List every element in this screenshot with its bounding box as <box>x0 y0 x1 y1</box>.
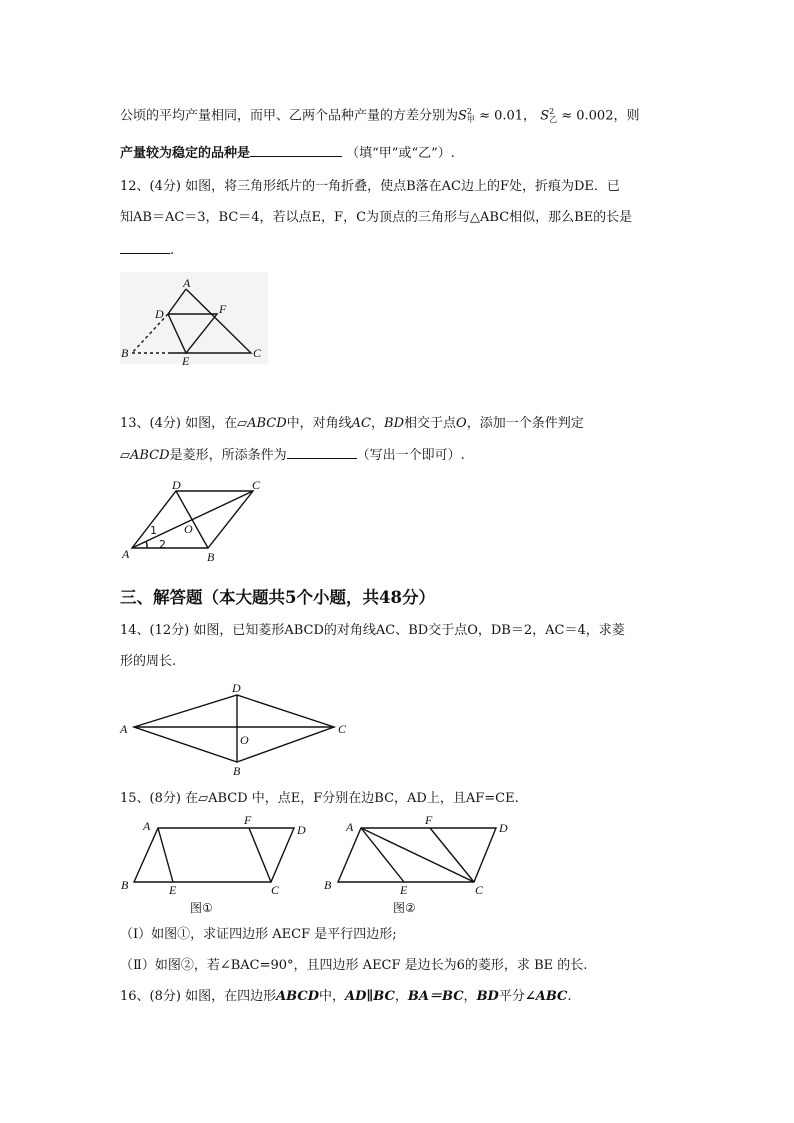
fig12-label-a: A <box>183 276 191 290</box>
variance-line: 公顷的平均产量相同，而甲、乙两个品种产量的方差分别为S2 甲 ≈ 0.01， S2 乙 ≈ 0.002，则 <box>120 107 640 124</box>
q15-line1: 15、(8分) 在▱ABCD 中，点E，F分别在边BC，AD上，且AF=CE. <box>120 791 519 806</box>
fig12-label-f: F <box>219 302 227 316</box>
fig14-label-b: B <box>233 764 241 778</box>
fig15b-caption: 图② <box>393 901 416 915</box>
q12-line1: 12、(4分) 如图，将三角形纸片的一角折叠，使点B落在AC边上的F处，折痕为DE．已 <box>120 179 620 194</box>
fig12-label-c: C <box>253 346 262 360</box>
fig13-label-c: C <box>252 478 261 492</box>
q12-line2: 知AB＝AC＝3，BC＝4，若以点E，F，C为顶点的三角形与△ABC相似，那么BE的长是 <box>120 210 633 225</box>
fig15b-label-b: B <box>324 878 332 892</box>
fig12-label-e: E <box>182 354 190 368</box>
fig15a-label-e: E <box>169 883 177 897</box>
fig15b-segment-ae <box>361 828 404 882</box>
fig14-label-a: A <box>120 722 128 736</box>
fig15b-segment-fc <box>430 828 474 882</box>
figure-q14 <box>134 695 334 762</box>
s-symbol: S <box>458 108 467 124</box>
stable-variety-line: 产量较为稳定的品种是 （填“甲”或“乙”）. <box>120 146 455 161</box>
fig13-label-b: B <box>207 550 215 564</box>
fig12-label-d: D <box>155 307 164 321</box>
q13-line1: 13、(4分) 如图，在▱ABCD中，对角线AC，BD相交于点O，添加一个条件判定 <box>120 416 584 431</box>
fig13-label-d: D <box>172 478 181 492</box>
fig15a-label-c: C <box>271 883 280 897</box>
figure-q13 <box>132 491 253 548</box>
fig13-angle-arc <box>146 541 147 548</box>
q13-line2: ▱ABCD是菱形，所添条件为 （写出一个即可）. <box>120 448 465 463</box>
parallelogram-symbol: ▱ <box>237 416 248 431</box>
figure-q15-2 <box>338 828 496 882</box>
fig15a-label-d: D <box>297 823 306 837</box>
fig13-label-o: O <box>184 522 193 536</box>
fig15a-label-b: B <box>121 878 129 892</box>
figure-q15-1 <box>134 828 294 882</box>
figure-q12 <box>120 272 268 364</box>
fig15b-label-a: A <box>346 820 354 834</box>
fig12-background <box>120 272 268 364</box>
fig15a-parallelogram <box>134 828 294 882</box>
q16-line1: 16、(8分) 如图，在四边形ABCD中，AD∥BC，BA＝BC，BD平分∠ABC. <box>120 989 572 1004</box>
fig15b-label-e: E <box>400 883 408 897</box>
section-heading: 三、解答题（本大题共5个小题，共48分） <box>120 588 435 607</box>
fig14-label-o: O <box>240 733 249 747</box>
q12-line3: . <box>120 242 174 259</box>
fig15b-label-c: C <box>475 883 484 897</box>
q14-line2: 形的周长. <box>120 654 177 669</box>
fig14-rhombus <box>134 695 334 762</box>
fig12-label-b: B <box>121 346 129 360</box>
q15-part1: （Ⅰ）如图①，求证四边形 AECF 是平行四边形; <box>120 927 397 942</box>
fig15a-segment-ae <box>158 828 173 882</box>
fig15a-label-a: A <box>143 819 151 833</box>
fig13-angle-1: 1 <box>150 524 157 537</box>
fig15b-label-d: D <box>499 821 508 835</box>
fig15a-label-f: F <box>244 813 252 827</box>
fig14-label-c: C <box>338 722 347 736</box>
fig15a-caption: 图① <box>190 901 213 915</box>
fig13-angle-2: 2 <box>159 538 166 551</box>
fig13-diagonal-bd <box>176 491 208 548</box>
fig13-label-a: A <box>122 547 130 561</box>
q14-line1: 14、(12分) 如图，已知菱形ABCD的对角线AC、BD交于点O，DB＝2，AC＝4，求菱 <box>120 623 625 638</box>
q15-part2: （Ⅱ）如图②，若∠BAC=90°，且四边形 AECF 是边长为6的菱形，求 BE 的长. <box>120 958 588 973</box>
fig15a-segment-fc <box>249 828 271 882</box>
fig15b-diagonal-ac <box>361 828 474 882</box>
fig15b-label-f: F <box>425 813 433 827</box>
fig14-label-d: D <box>232 681 241 695</box>
